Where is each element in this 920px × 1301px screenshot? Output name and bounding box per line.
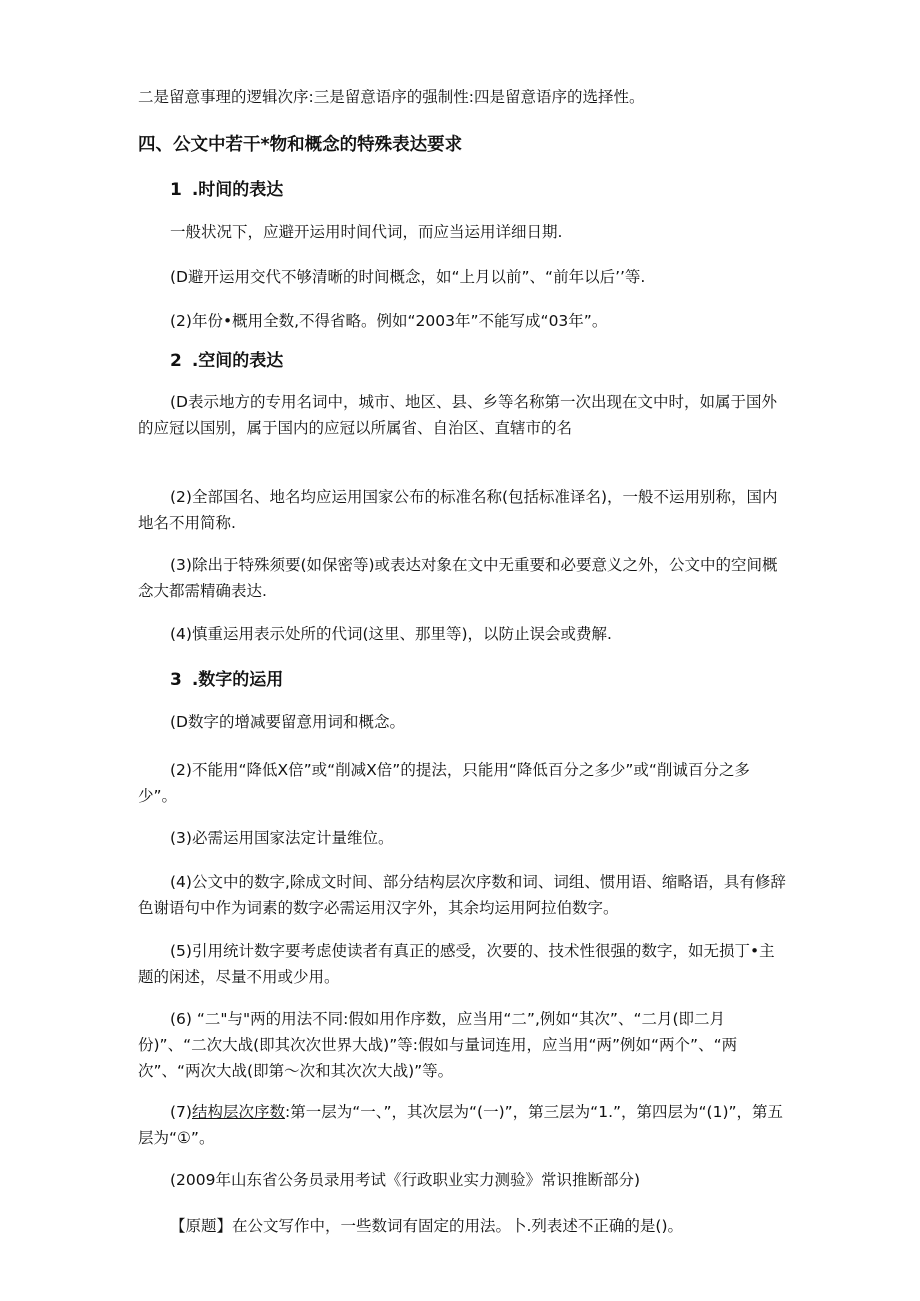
numbers-paragraph-7 <box>138 1099 786 1151</box>
space-paragraph-4: (4)慎重运用表示处所的代词(这里、那里等)，以防止误会或费解. <box>170 625 612 643</box>
space-paragraph-1: (D表示地方的专用名词中，城市、地区、县、乡等名称第一次出现在文中时，如属于国外的应冠以国别，属于国内的应冠以所属省、自治区、直辖市的名 <box>138 393 777 437</box>
numbers-heading-number: 3 <box>170 670 182 690</box>
space-heading-number: 2 <box>170 351 182 371</box>
time-paragraph-1: 一般状况下，应避开运用时间代词，而应当运用详细日期. <box>170 223 563 241</box>
time-paragraph-3: (2)年份•概用全数,不得省略。例如“2003年”不能写成“03年”。 <box>170 312 608 330</box>
question-paragraph: 【原题】在公文写作中，一些数词有固定的用法。卜.列表述不正确的是()。 <box>170 1217 684 1235</box>
numbers-paragraph-6: (6) “二"与"两的用法不同:假如用作序数，应当用“二”,例如“其次”、“二月(即二月份)”、“二次大战(即其次次世界大战)”等:假如与量词连用，应当用“两”例如“两个”、“两次”、“两次大战(即第～次和其次次大战)”等。 <box>138 1010 738 1080</box>
numbers-heading <box>170 666 283 694</box>
time-paragraph-2: (D避开运用交代不够清晰的时间概念，如“上月以前”、“前年以后’’等. <box>170 268 646 286</box>
numbers-paragraph-3: (3)必需运用国家法定计量维位。 <box>170 829 394 847</box>
space-heading-title: .空间的表达 <box>191 351 284 371</box>
time-heading-number: 1 <box>170 180 182 200</box>
intro-paragraph: 二是留意事理的逻辑次序:三是留意语序的强制性:四是留意语序的选择性。 <box>138 88 645 106</box>
numbers-paragraph-1: (D数字的增减要留意用词和概念。 <box>170 713 405 731</box>
time-heading <box>170 176 283 204</box>
numbers-paragraph-4: (4)公文中的数字,除成文时间、部分结构层次序数和词、词组、惯用语、缩略语，具有修辞色谢语句中作为词素的数字必需运用汉字外，其余均运用阿拉伯数字。 <box>138 873 786 917</box>
space-paragraph-2: (2)全部国名、地名均应运用国家公布的标准名称(包括标准译名)，一般不运用别称，国内地名不用简称. <box>138 488 778 532</box>
space-heading <box>170 347 283 375</box>
p7-prefix: (7) <box>170 1103 192 1121</box>
time-heading-title: .时间的表达 <box>191 180 284 200</box>
p7-underlined-term: 结构层次序数 <box>191 1103 285 1121</box>
p7-rest: :第一层为“一、”，其次层为“(一)”，第三层为“1.”，第四层为“(1)”，第五层为“①”。 <box>138 1103 784 1147</box>
numbers-heading-title: .数字的运用 <box>191 670 284 690</box>
numbers-paragraph-5: (5)引用统计数字要考虑使读者有真正的感受，次要的、技术性很强的数字，如无损丁•主题的闲述，尽量不用或少用。 <box>138 942 775 986</box>
space-paragraph-3: (3)除出于特殊须要(如保密等)或表达对象在文中无重要和必要意义之外，公文中的空间概念大都需精确表达. <box>138 556 778 600</box>
numbers-paragraph-2: (2)不能用“降低X倍”或“削减X倍”的提法，只能用“降低百分之多少”或“削诚百分之多少”。 <box>138 761 750 805</box>
section-4-heading: 四、公文中若干*物和概念的特殊表达要求 <box>138 135 463 155</box>
exam-source-paragraph: (2009年山东省公务员录用考试《行政职业实力测验》常识推断部分) <box>170 1171 641 1189</box>
